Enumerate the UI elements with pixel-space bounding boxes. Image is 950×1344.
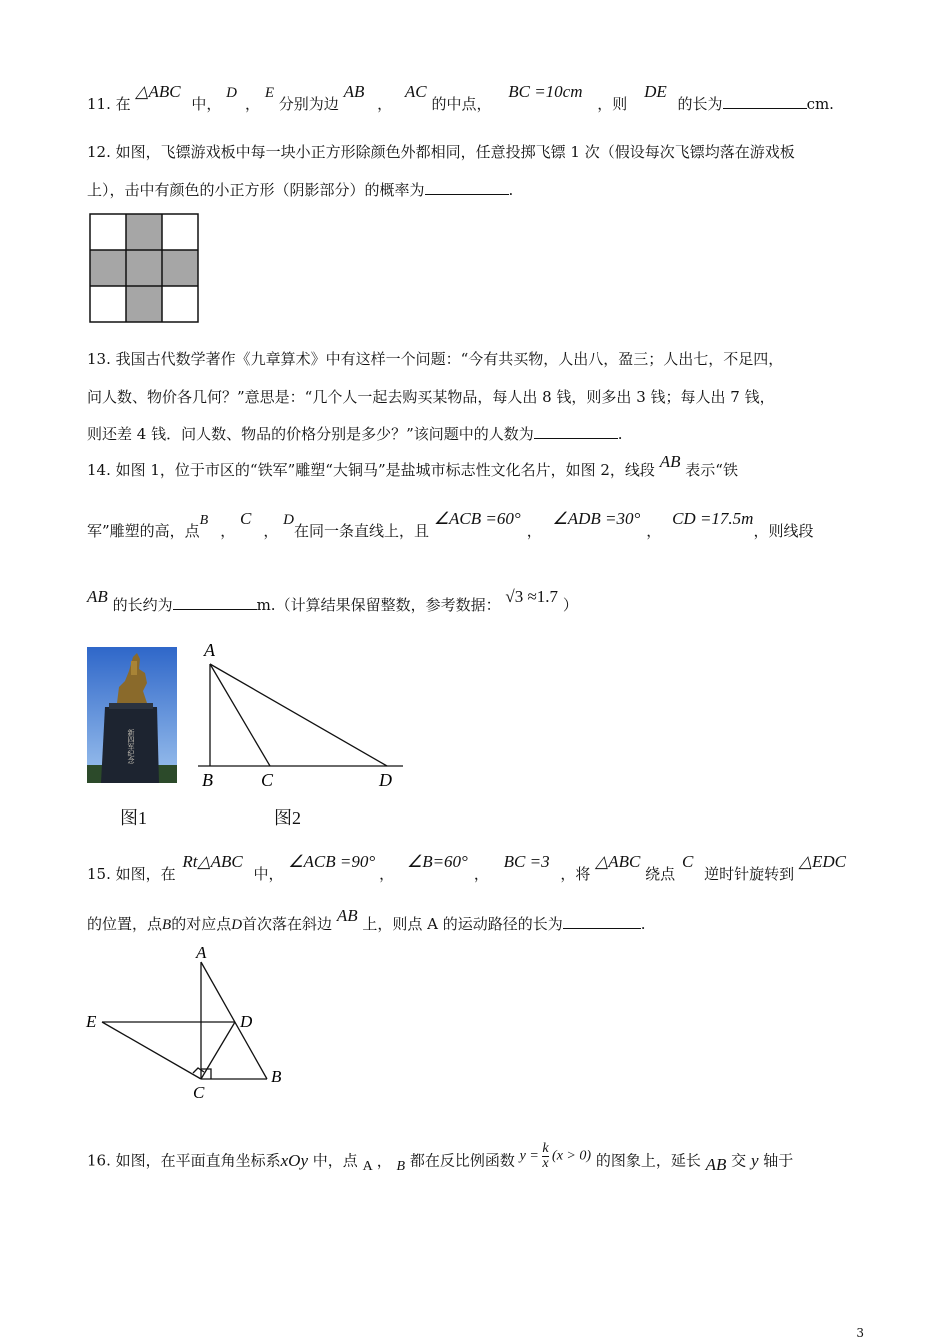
triangle-abc: △ABC [135,82,181,101]
label-a: A [196,943,207,962]
cell-shaded [126,286,162,322]
fig1-caption: 图1 [120,808,147,828]
label-a: A [204,640,215,660]
q14-line3: AB 的长约为 m.（计算结果保留整数，参考数据： √3 ≈1.7 ） [87,587,578,614]
statue-photo [87,647,177,783]
segment-ad [210,664,387,766]
segment-ec [102,1022,201,1079]
q14-line2: 军”雕塑的高，点B， C， D在同一条直线上，且 ∠ACB =60°， ∠ADB =30°， CD =17.5m，则线段 [87,509,814,540]
rider [131,661,137,675]
q13-line1: 13. 我国古代数学著作《九章算术》中有这样一个问题：“今有共买物，人出八，盈三；人出七，不足四， [87,350,784,368]
q13-line3: 则还差 4 钱．问人数、物品的价格分别是多少？”该问题中的人数为 . [87,425,623,443]
q12-line1: 12. 如图，飞镖游戏板中每一块小正方形除颜色外都相同，任意投掷飞镖 1 次（假设每次飞镖均落在游戏板 [87,143,795,161]
answer-blank-15[interactable] [563,914,641,929]
function-formula: y = $\frac{k}{x}$ (x > 0) [519,1141,592,1171]
q15-rotation-diagram [82,940,292,1102]
segment-dc [201,1022,235,1079]
pedestal-top [109,703,153,709]
label-b: B [202,770,213,790]
cell-shaded [126,214,162,250]
answer-blank-14[interactable] [173,595,257,610]
q16-line1: 16. 如图，在平面直角坐标系xOy 中，点 A ， B 都在反比例函数 y = $\frac{k}{x}$ (x > 0) 的图象上，延长 AB 交 y 轴于 [87,1141,794,1174]
q14-line1: 14. 如图 1，位于市区的“铁军”雕塑“大铜马”是盐城市标志性文化名片，如图 2，线段 AB 表示“铁 [87,452,738,479]
label-d: D [240,1012,253,1031]
segment-ac [210,664,270,766]
cell-shaded [90,250,126,286]
label-c: C [261,770,274,790]
label-b: B [271,1067,282,1086]
label-e: E [86,1012,97,1031]
answer-blank-12[interactable] [425,180,509,195]
page-number: 3 [856,1326,864,1340]
q11: 11. 在 △ABC 中， D， E 分别为边 AB ， AC 的中点， BC =10cm ，则 DE 的长为 cm. [87,82,834,113]
q13-line2: 问人数、物价各几何？”意思是：“几个人一起去购买某物品，每人出 8 钱，则多出 3 钱；每人出 7 钱， [87,388,775,406]
q15-line2: 的位置，点B的对应点D首次落在斜边 AB 上，则点 A 的运动路径的长为 . [87,906,646,933]
answer-blank-11[interactable] [723,94,807,109]
q14-triangle-diagram [195,638,410,794]
q15-line1: 15. 如图，在 Rt△ABC 中， ∠ACB =90°， ∠B=60°， BC =3 ，将 △ABC 绕点 C 逆时针旋转到 △EDC [87,852,846,883]
label-d: D [379,770,392,790]
answer-blank-13[interactable] [534,424,618,439]
svg-text:新四军纪念: 新四军纪念 [127,729,135,764]
dartboard-grid [89,213,201,325]
fig2-caption: 图2 [274,808,301,828]
cell-shaded [126,250,162,286]
cell-shaded [162,250,198,286]
statue-inscription [127,728,136,764]
q12-line2: 上），击中有颜色的小正方形（阴影部分）的概率为 . [87,181,514,199]
label-c: C [193,1083,205,1102]
